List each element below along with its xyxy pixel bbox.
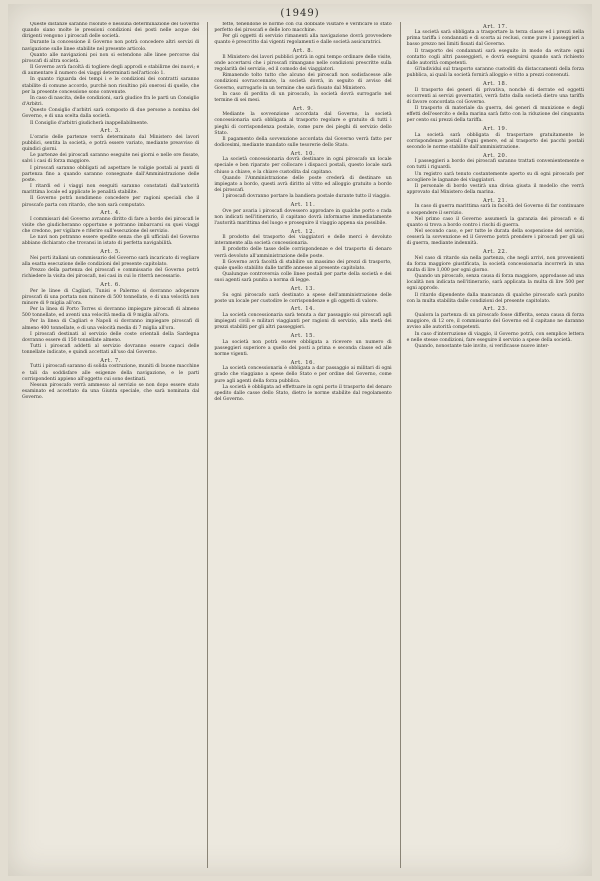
article-heading: Art. 18. bbox=[482, 80, 508, 87]
paragraph: Prezzo della partenza dei piroscafi e commissario del Governo potrà richiedere la visita dei piroscafi, nei casi in cui lo riterrà necessario. bbox=[22, 268, 200, 280]
paragraph: La società non potrà essere obbligata a ricevere un numero di passeggieri superiore a quello dei posti a prima e seconda classe ed alle norme vigenti. bbox=[214, 339, 392, 357]
paragraph: Il Ministero dei lavori pubblici potrà in ogni tempo ordinare delle visite, onde accertarsi che i piroscafi rimangano nelle condizioni prescritte sulla regolarità del servizio, ed il comodo dei viaggiatori. bbox=[214, 54, 392, 73]
paragraph: I piroscafi dovranno portare la bandiera postale durante tutto il viaggio. bbox=[222, 194, 391, 200]
newspaper-page bbox=[8, 4, 592, 876]
article-heading: Art. 20. bbox=[482, 152, 508, 159]
article-heading: Art. 16. bbox=[290, 359, 316, 366]
article-heading: Art. 11. bbox=[290, 201, 316, 208]
column-middle bbox=[207, 22, 391, 868]
paragraph: Il prodotto delle tasse delle corrispondenze e del trasporto di denaro verrà devoluto all'amministrazione delle poste. bbox=[214, 247, 392, 259]
paragraph: I passeggieri a bordo dei piroscafi saranno trattati convenientemente e con tutti i riguardi. bbox=[406, 159, 584, 171]
column-right bbox=[400, 22, 584, 868]
paragraph: La società sarà obbligata di trasportare gratuitamente le corrispondenze postali d'ogni genere, ed al trasporto dei pacchi postali secondo le norme stabilite dall'amministrazione. bbox=[406, 132, 584, 150]
paragraph: La società concessionaria è obbligata a dar passaggio ai militari di ogni grado che viaggiano a spese dello Stato e per ordine del Governo, come pure agli agenti della forza pubblica. bbox=[214, 366, 392, 384]
article-heading: Art. 22. bbox=[482, 248, 508, 255]
paragraph: Queste distanze saranno risolute e nessuna determinazione del Governo quando siano molte le pressioni condizioni dei posti nelle acque dei dirigenti vengono i piroscafi delle società. bbox=[22, 22, 200, 40]
paragraph: I ritardi ed i viaggi non eseguiti saranno constatati dall'autorità marittima locale ed applicate le penalità stabilite. bbox=[22, 184, 200, 196]
paragraph: Il Governo avrà facoltà di togliere degli approdi e stabilirne dei nuovi; e di aumentare il numero dei viaggi determinati nell'articolo 1. bbox=[22, 65, 200, 77]
paragraph: Ove per avaria i piroscafi dovessero approdare in qualche porto o rada non indicati nell'itinerario, il capitano dovrà informarne immediatamente l'autorità marittima del luogo e proseguire il viaggio appena sia possibile. bbox=[214, 208, 392, 226]
paragraph: Il Consiglio d'arbitri giudicherà inappellabilmente. bbox=[30, 120, 149, 126]
paragraph: Mediante la sovvenzione accordata dal Governo, la società concessionaria sarà obbligata al trasporto regolare e gratuito di tutti i pieghi di corrispondenza postale, come pure dei pieghi di servizio dello Stato. bbox=[214, 112, 392, 136]
article-heading: Art. 9. bbox=[292, 105, 314, 112]
article-heading: Art. 23. bbox=[482, 306, 508, 313]
paragraph: Quando l'Amministrazione delle poste crederà di destinare un impiegato a bordo, questi avrà diritto al vitto ed alloggio gratuito a bordo dei piroscafi. bbox=[214, 175, 392, 194]
paragraph: La società è obbligata ad effettuare in ogni porto il trasporto del denaro spedito dalle casse dello Stato, dietro le norme stabilite dal regolamento del Governo. bbox=[214, 384, 392, 403]
article-heading: Art. 15. bbox=[290, 333, 316, 339]
article-heading: Art. 13. bbox=[290, 285, 316, 292]
paragraph: Per la linea di Porto Torres si dovranno impiegare piroscafi di almeno 500 tonnellate, ed aventi una velocità media di 9 miglia all'ora. bbox=[22, 307, 200, 319]
article-heading: Art. 5. bbox=[100, 249, 122, 256]
article-heading: Art. 3. bbox=[100, 128, 122, 135]
paragraph: La società sarà obbligata a trasportare la terza classe ed i prezzi nella prima tariffa i condannati e di scorta ai reclusi, come pure i passeggieri a basso prezzo nei limiti fissati dal Governo. bbox=[406, 30, 584, 48]
paragraph: In caso di guerra marittima sarà in facoltà del Governo di far continuare o sospendere il servizio. bbox=[406, 204, 584, 216]
paragraph: Il Governo potrà nondimeno concedere per ragioni speciali che il piroscafo parta con ritardo, che non sarà computato. bbox=[22, 196, 200, 208]
article-heading: Art. 4. bbox=[100, 210, 122, 217]
paragraph: Nel secondo caso, e per tutte le durata della sospensione del servizio, cesserà la sovvenzione ed il Governo potrà prendere i piroscafi per gli usi di guerra, mediante indennità. bbox=[406, 229, 584, 247]
paragraph: Quando un piroscafo, senza causa di forza maggiore, approdasse ad una località non indicata nell'itinerario, sarà applicata la multa di lire 500 per ogni approdo. bbox=[406, 274, 584, 292]
paragraph: Tutti i piroscafi saranno di solida costruzione, muniti di buone macchine e tali da soddisfare alle esigenze della navigazione, e le parti corrispondenti appieno all'oggetto cui sono destinati. bbox=[22, 364, 200, 382]
paragraph: Il trasporto di materiale da guerra, dei generi di munizione e degli effetti dell'esercito e della marina sarà fatto con la riduzione del cinquanta per cento sui prezzi della tariffa. bbox=[406, 106, 584, 124]
paragraph: fette, tenendone le norme con cui dobbiate visitare e verificare lo stato perfetto dei piroscafi e delle loro macchine. bbox=[214, 22, 392, 34]
page-number: (1949) bbox=[280, 8, 320, 19]
paragraph: Quando, nonostante tale invito, si verificasse nuove inter- bbox=[414, 343, 550, 349]
paragraph: In caso di nascita, delle condizioni, sarà giudice fra le parti un Consiglio d'Arbitri. bbox=[22, 95, 200, 108]
article-heading: Art. 10. bbox=[290, 150, 316, 157]
paragraph: I piroscafi saranno obbligati ad aspettare le valigie postali ai punti di partenza fino a quando saranno consegnate dall'Amministrazione delle poste. bbox=[22, 165, 200, 183]
paragraph: Il ritardo dipendente dalla mancanza di qualche piroscafo sarà punito con la multa stabilita dalle condizioni del presente capitolato. bbox=[406, 292, 584, 304]
paragraph: Tutti i piroscafi addetti al servizio dovranno essere capaci delle tonnellate indicate, e quindi accettati all'uso dal Governo. bbox=[22, 343, 200, 356]
article-heading: Art. 7. bbox=[100, 357, 122, 364]
paragraph: Su ogni piroscafo sarà destinato a spese dell'amministrazione delle poste un locale per custodire le corrispondenze e gli oggetti di valore. bbox=[214, 292, 392, 304]
paragraph: Nel primo caso il Governo assumerà la garanzia dei piroscafi e di quanto si trova a bordo contro i rischi di guerra. bbox=[406, 216, 584, 228]
paragraph: Quanto alle navigazioni poi non si estendono alle linee percorse dai piroscafi di altra società. bbox=[22, 52, 200, 64]
paragraph: Il trasporto dei condannati sarà eseguito in modo da evitare ogni contatto cogli altri passeggieri, e dovrà eseguirsi quando sarà richiesto dalle autorità competenti. bbox=[406, 48, 584, 66]
paragraph: L'orario delle partenze verrà determinato dal Ministero dei lavori pubblici, sentita la società, e potrà essere variato, mediante preavviso di quindici giorni. bbox=[22, 134, 200, 153]
paragraph: Gl'individui sul trasporto saranno custoditi da distaccamenti della forza pubblica, ai quali la società fornirà alloggio e vitto a prezzi convenuti. bbox=[406, 67, 584, 79]
article-heading: Art. 19. bbox=[482, 126, 508, 132]
article-heading: Art. 8. bbox=[292, 48, 314, 55]
paragraph: Nessun piroscafo verrà ammesso al servizio se non dopo essere stato esaminato ed accettato da una Giunta speciale, che sarà nominata dal Governo. bbox=[22, 382, 200, 401]
paragraph: Qualunque controversia colle linee postali per parte della società e dei suoi agenti sarà punita a norma di legge. bbox=[214, 272, 392, 284]
paragraph: La società concessionaria dovrà destinare in ogni piroscafo un locale speciale e ben riparato per collocare i dispacci postali, questo locale sarà chiuso a chiave, e la chiave custodita dal capitano. bbox=[214, 157, 392, 175]
paragraph: I piroscafi destinati al servizio delle coste orientali della Sardegna dovranno essere di 150 tonnellate almeno. bbox=[22, 331, 200, 343]
paragraph: Un registro sarà tenuto costantemente aperto su di ogni piroscafo per accogliere le lagnanze dei viaggiatori. bbox=[406, 171, 584, 183]
paragraph: Qualora la partenza di un piroscafo fosse differita, senza causa di forza maggiore, di 12 ore, il commissario del Governo ed il capitano ne daranno avviso alle autorità competenti. bbox=[406, 313, 584, 331]
paragraph: Nei porti italiani un commissario del Governo sarà incaricato di vegliare alla esatta esecuzione delle condizioni del presente capitolato. bbox=[22, 255, 200, 267]
paragraph: Il Governo avrà facoltà di stabilire un massimo dei prezzi di trasporto, quale quello stabilito dalle tariffe annesse al presente capitolato. bbox=[214, 259, 392, 271]
article-heading: Art. 12. bbox=[290, 228, 316, 235]
paragraph: Le partenze dei piroscafi saranno eseguite nei giorni e nelle ore fissate, salvi i casi di forza maggiore. bbox=[22, 153, 200, 165]
paragraph: La società concessionaria sarà tenuta a dar passaggio sui piroscafi agli impiegati civili e militari viaggianti per ragioni di servizio, alla metà dei prezzi stabiliti per gli altri passeggieri. bbox=[214, 313, 392, 331]
paragraph: Per le linee di Cagliari, Tunisi e Palermo si dovranno adoperare piroscafi di una portata non minore di 500 tonnellate, e di una velocità non minore di 9 miglia all'ora. bbox=[22, 288, 200, 306]
paragraph: In caso d'interruzione di viaggio, il Governo potrà, con semplice lettera e nelle stesse condizioni, fare eseguire il servizio a spese della società. bbox=[406, 331, 584, 343]
paragraph: Per gli oggetti di servizio rimanenti alla navigazione dovrà provvedere quanto è prescritto dai vigenti regolamenti e dalle società assicuratrici. bbox=[214, 34, 392, 46]
paragraph: Per la linea di Cagliari e Napoli si dovranno impiegare piroscafi di almeno 400 tonnellate, e di una velocità media di 7 miglia all'ora. bbox=[22, 319, 200, 331]
paragraph: In quanto riguarda dei tempi i e le condizioni dei contratti saranno stabilite di comune accordo, purchè non risultino più onerosi di quelle, che per la presente concessione sono convenute. bbox=[22, 77, 200, 95]
paragraph: Il personale di bordo vestirà una divisa giusta il modello che verrà approvato dal Ministero della marina. bbox=[406, 183, 584, 196]
paragraph: Rimanendo tolto tutto che alcuno dei piroscafi non sodisfacesse alle condizioni sovraccennate, la società dovrà, in seguito di avviso del Governo, surrogarlo in un termine che sarà fissato dal Ministero. bbox=[214, 73, 392, 91]
paragraph: Il trasporto dei generi di privativa, nonchè di derrate ed oggetti occorrenti ai servizi governativi, verrà fatto dalla società dietro una tariffa di favore concordata col Governo. bbox=[406, 87, 584, 105]
paragraph: I commissari del Governo avranno diritto di fare a bordo dei piroscafi le visite che giudicheranno opportune e potranno imbarcarsi su quei viaggi che credono, per vigilare e riferire sull'esecuzione del servizio. bbox=[22, 216, 200, 235]
text-columns bbox=[22, 22, 584, 868]
paragraph: Le navi non potranno essere spedite senza che gli ufficiali del Governo abbiano dichiarato che trovansi in istato di perfetta navigabilità. bbox=[22, 235, 200, 247]
paragraph: Il prodotto del trasporto dei viaggiatori e delle merci è devoluto interamente alla società concessionaria. bbox=[214, 235, 392, 247]
article-heading: Art. 6. bbox=[100, 281, 122, 288]
paragraph: Il pagamento della sovvenzione accordata dal Governo verrà fatto per dodicesimi, mediante mandato sulle tesorerie dello Stato. bbox=[214, 136, 392, 148]
article-heading: Art. 17. bbox=[482, 23, 508, 30]
article-heading: Art. 21. bbox=[482, 197, 508, 204]
paragraph: Questo Consiglio d'arbitri sarà composto di due persone a nomina del Governo, e di una scelta dalla società. bbox=[22, 108, 200, 120]
paragraph: Nel caso di ritardo sia nella partenza, che negli arrivi, non provenienti da forza maggiore giustificata, la società concessionaria incorrerà in una multa di lire 1,000 per ogni giorno. bbox=[406, 255, 584, 273]
article-heading: Art. 14. bbox=[290, 306, 316, 313]
paragraph: Durante la concessione il Governo non potrà concedere altri servizi di navigazione sulle linee stabilite nel presente articolo. bbox=[22, 40, 200, 52]
column-left bbox=[22, 22, 199, 868]
paragraph: In caso di perdita di un piroscafo, la società dovrà surrogarlo nel termine di sei mesi. bbox=[214, 91, 392, 103]
